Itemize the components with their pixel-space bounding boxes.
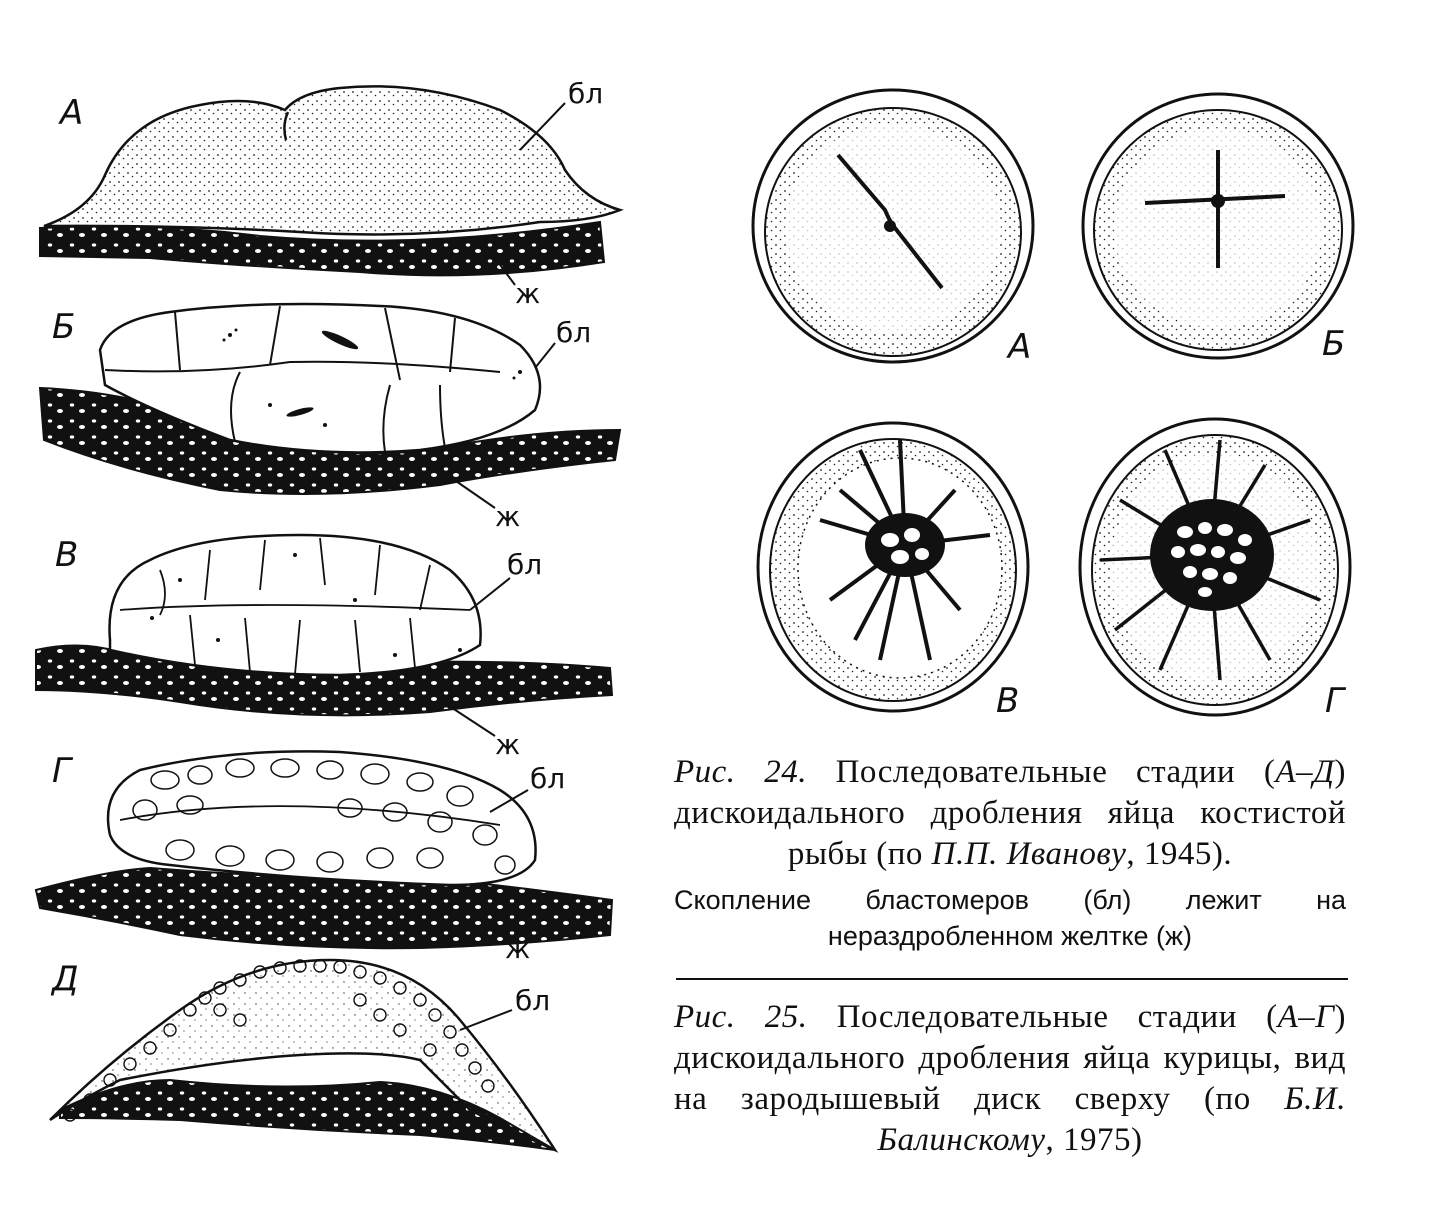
fig25-disc-v xyxy=(758,423,1028,711)
fig25-caption-text3: , 1975) xyxy=(1045,1122,1143,1158)
fig24-letter-b: Б xyxy=(52,307,76,347)
fig25-caption-author: Б.И. Балинскому xyxy=(877,1081,1346,1158)
fig24-caption-range: А–Д xyxy=(1275,754,1335,790)
fig24-b-label-zh: ж xyxy=(495,500,521,533)
fig25-letter-a: А xyxy=(1008,327,1032,367)
fig24-letter-v: В xyxy=(55,535,79,575)
fig25-caption-text1: Последовательные стадии ( xyxy=(807,999,1278,1035)
fig25-letter-v: В xyxy=(996,681,1020,721)
caption-divider xyxy=(676,978,1348,980)
fig24-stage-g xyxy=(36,751,612,948)
fig25-disc-b xyxy=(1083,94,1353,358)
fig24-stage-a xyxy=(40,86,620,275)
fig24-letter-d: Д xyxy=(52,959,79,999)
fig24-a-blastodisc xyxy=(44,86,620,234)
fig24-v-label-bl: бл xyxy=(507,548,543,581)
fig25-letter-g: Г xyxy=(1325,681,1344,721)
fig24-subcaption: Скопление бластомеров (бл) лежит на нераздробленном желтке (ж) xyxy=(674,885,1346,951)
fig24-caption-text2: ) дискоидального дробления яйца костистой рыбы (по xyxy=(674,754,1346,872)
fig24-v-label-zh: ж xyxy=(495,728,521,761)
fig24-stage-d xyxy=(50,960,555,1150)
fig24-caption-text3: , 1945). xyxy=(1126,836,1233,872)
fig25-caption-range: А–Г xyxy=(1277,999,1335,1035)
fig24-caption-author: П.П. Иванову xyxy=(931,836,1127,872)
fig24-caption-text1: Последовательные стадии ( xyxy=(806,754,1276,790)
fig24-d-label-bl: бл xyxy=(515,984,551,1017)
fig24-letter-g: Г xyxy=(52,751,71,791)
fig24-a-label-bl: бл xyxy=(568,77,604,110)
fig25-disc-g xyxy=(1080,419,1350,715)
fig24-g-label-bl: бл xyxy=(530,762,566,795)
fig24-letter-a: А xyxy=(60,93,84,133)
fig24-g-label-zh: ж xyxy=(505,932,531,965)
fig25-caption-prefix: Рис. 25. xyxy=(674,999,808,1035)
fig25-letter-b: Б xyxy=(1322,324,1346,364)
fig25-caption-text2: ) дискоидального дробления яйца курицы, вид на зародышевый диск сверху (по xyxy=(674,999,1346,1117)
fig24-a-label-zh: ж xyxy=(515,277,541,310)
fig24-g-cell-mass xyxy=(108,751,536,885)
fig24-caption xyxy=(674,752,1346,875)
fig25-caption xyxy=(674,997,1346,1161)
fig24-stage-b xyxy=(40,304,620,494)
fig25-disc-a xyxy=(753,90,1033,362)
fig24-b-label-bl: бл xyxy=(556,316,592,349)
fig24-caption-prefix: Рис. 24. xyxy=(674,754,807,790)
